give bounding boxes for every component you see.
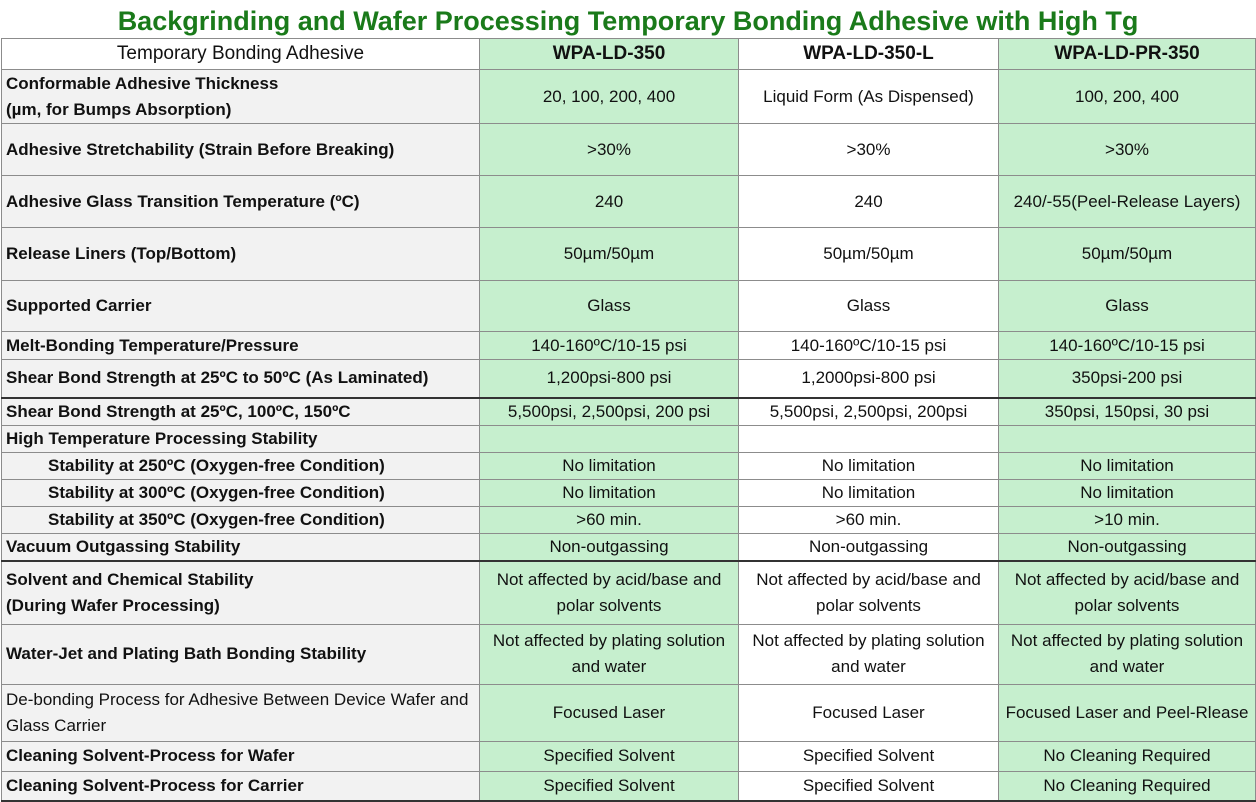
cell: 350psi, 150psi, 30 psi: [999, 398, 1256, 426]
cell: Specified Solvent: [480, 741, 739, 771]
row-label: Shear Bond Strength at 25ºC, 100ºC, 150ºC: [2, 398, 480, 426]
row-label-line2: (During Wafer Processing): [6, 595, 220, 615]
row-label: Supported Carrier: [2, 281, 480, 332]
cell: 140-160ºC/10-15 psi: [480, 332, 739, 360]
spec-table: [1, 38, 1256, 802]
row-label: Cleaning Solvent-Process for Carrier: [2, 771, 480, 801]
cell: [999, 426, 1256, 453]
header-label: Temporary Bonding Adhesive: [2, 39, 480, 70]
row-label: De-bonding Process for Adhesive Between Device Wafer and Glass Carrier: [2, 684, 480, 741]
cell: 140-160ºC/10-15 psi: [739, 332, 999, 360]
cell: >30%: [999, 124, 1256, 176]
cell: Glass: [739, 281, 999, 332]
header-row: [2, 39, 1256, 70]
cell: Specified Solvent: [739, 771, 999, 801]
cell: Focused Laser: [480, 684, 739, 741]
table-row: [2, 398, 1256, 426]
row-label: Stability at 300ºC (Oxygen-free Condition): [2, 480, 480, 507]
row-label: Vacuum Outgassing Stability: [2, 534, 480, 562]
cell: Not affected by acid/base and polar solvents: [999, 561, 1256, 624]
table-row: [2, 453, 1256, 480]
cell: Non-outgassing: [999, 534, 1256, 562]
cell: No limitation: [999, 480, 1256, 507]
row-label: Stability at 350ºC (Oxygen-free Condition): [2, 507, 480, 534]
table-row: [2, 534, 1256, 562]
cell: No limitation: [480, 480, 739, 507]
row-label: [2, 561, 480, 624]
cell: No limitation: [999, 453, 1256, 480]
cell: No Cleaning Required: [999, 741, 1256, 771]
cell: >60 min.: [739, 507, 999, 534]
cell: [480, 426, 739, 453]
row-label: Adhesive Stretchability (Strain Before Breaking): [2, 124, 480, 176]
row-label: Stability at 250ºC (Oxygen-free Condition): [2, 453, 480, 480]
cell: 5,500psi, 2,500psi, 200 psi: [480, 398, 739, 426]
cell: 50µm/50µm: [999, 228, 1256, 281]
cell: Not affected by acid/base and polar solvents: [739, 561, 999, 624]
cell: Liquid Form (As Dispensed): [739, 70, 999, 124]
cell: [739, 426, 999, 453]
cell: 1,200psi-800 psi: [480, 360, 739, 398]
cell: 1,2000psi-800 psi: [739, 360, 999, 398]
cell: Non-outgassing: [739, 534, 999, 562]
cell: 20, 100, 200, 400: [480, 70, 739, 124]
cell: No limitation: [739, 480, 999, 507]
row-label: [2, 70, 480, 124]
row-label: Release Liners (Top/Bottom): [2, 228, 480, 281]
cell: Not affected by acid/base and polar solvents: [480, 561, 739, 624]
table-row: [2, 70, 1256, 124]
cell: Not affected by plating solution and water: [999, 624, 1256, 684]
cell: >10 min.: [999, 507, 1256, 534]
row-label-line2: (µm, for Bumps Absorption): [6, 99, 232, 119]
row-label: Shear Bond Strength at 25ºC to 50ºC (As Laminated): [2, 360, 480, 398]
cell: 240: [480, 176, 739, 228]
product-header-3: WPA-LD-PR-350: [999, 39, 1256, 70]
table-row: [2, 360, 1256, 398]
cell: Specified Solvent: [480, 771, 739, 801]
row-label-line1: Solvent and Chemical Stability: [6, 569, 254, 589]
table-row: [2, 228, 1256, 281]
table-row: [2, 507, 1256, 534]
cell: 350psi-200 psi: [999, 360, 1256, 398]
row-label-line1: Conformable Adhesive Thickness: [6, 73, 279, 93]
table-row: [2, 176, 1256, 228]
table-row: [2, 624, 1256, 684]
cell: Glass: [999, 281, 1256, 332]
cell: >30%: [739, 124, 999, 176]
table-row: [2, 741, 1256, 771]
cell: 240: [739, 176, 999, 228]
cell: No limitation: [480, 453, 739, 480]
table-row: [2, 771, 1256, 801]
table-row: [2, 426, 1256, 453]
row-label: Cleaning Solvent-Process for Wafer: [2, 741, 480, 771]
row-label: Melt-Bonding Temperature/Pressure: [2, 332, 480, 360]
cell: 50µm/50µm: [480, 228, 739, 281]
table-row: [2, 124, 1256, 176]
product-header-2: WPA-LD-350-L: [739, 39, 999, 70]
table-row: [2, 281, 1256, 332]
row-label: Adhesive Glass Transition Temperature (ºC): [2, 176, 480, 228]
cell: No limitation: [739, 453, 999, 480]
cell: Focused Laser: [739, 684, 999, 741]
cell: Focused Laser and Peel-Rlease: [999, 684, 1256, 741]
page-title: Backgrinding and Wafer Processing Temporary Bonding Adhesive with High Tg: [117, 6, 1139, 36]
cell: Glass: [480, 281, 739, 332]
cell: 5,500psi, 2,500psi, 200psi: [739, 398, 999, 426]
table-row: [2, 561, 1256, 624]
cell: 140-160ºC/10-15 psi: [999, 332, 1256, 360]
cell: Specified Solvent: [739, 741, 999, 771]
row-label: High Temperature Processing Stability: [2, 426, 480, 453]
cell: 240/-55(Peel-Release Layers): [999, 176, 1256, 228]
table-row: [2, 332, 1256, 360]
row-label: Water-Jet and Plating Bath Bonding Stability: [2, 624, 480, 684]
cell: Non-outgassing: [480, 534, 739, 562]
cell: >60 min.: [480, 507, 739, 534]
cell: >30%: [480, 124, 739, 176]
cell: Not affected by plating solution and water: [739, 624, 999, 684]
cell: 50µm/50µm: [739, 228, 999, 281]
cell: No Cleaning Required: [999, 771, 1256, 801]
cell: 100, 200, 400: [999, 70, 1256, 124]
table-row: [2, 480, 1256, 507]
product-header-1: WPA-LD-350: [480, 39, 739, 70]
table-row: [2, 684, 1256, 741]
cell: Not affected by plating solution and water: [480, 624, 739, 684]
